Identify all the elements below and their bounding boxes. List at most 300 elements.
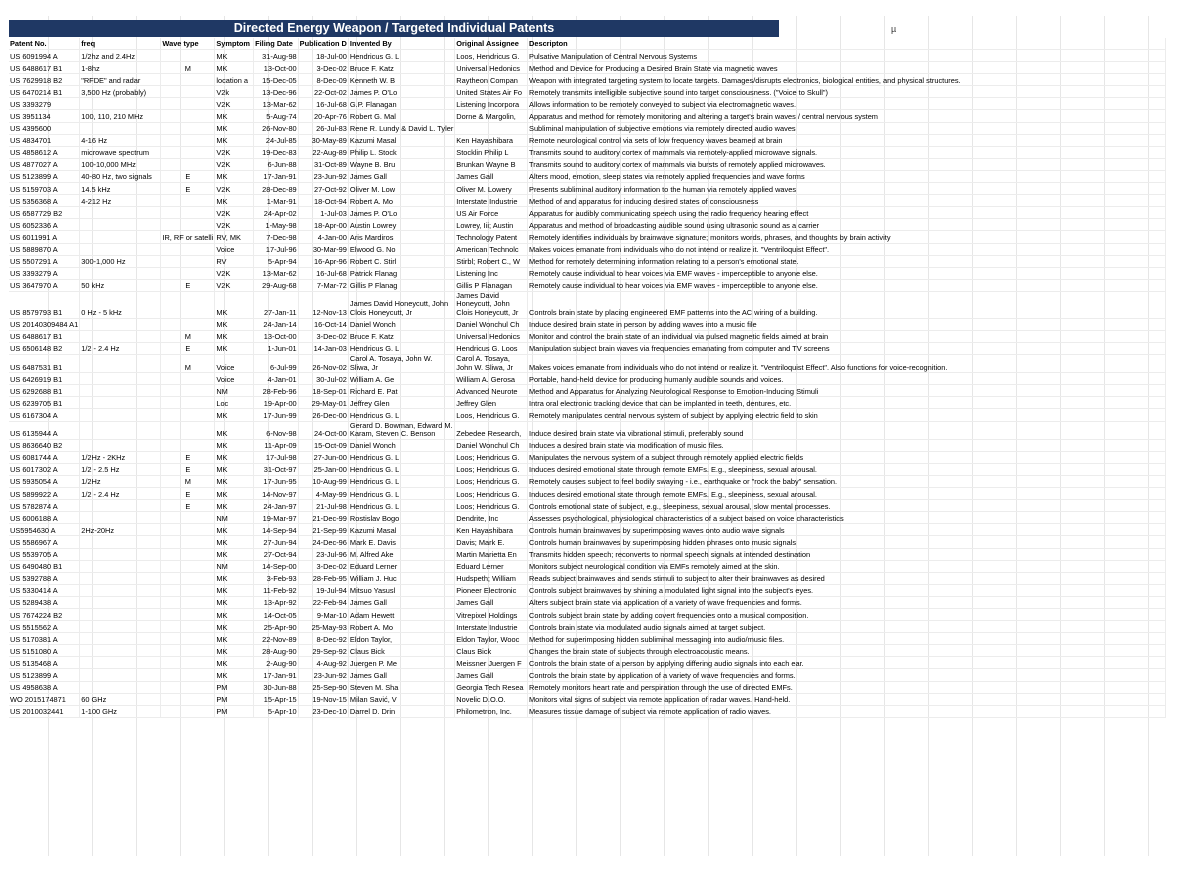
filing-date-cell[interactable]: 27-Oct-94 (254, 548, 299, 560)
inventor-cell[interactable]: Juergen P. Me (348, 657, 454, 669)
patent-no-cell[interactable]: US 5289438 A (9, 596, 80, 608)
publication-date-cell[interactable]: 1-Jul-03 (298, 207, 348, 219)
patent-no-cell[interactable]: US 3647970 A (9, 279, 80, 291)
patent-no-cell[interactable]: US 6470214 B1 (9, 86, 80, 98)
patent-no-cell[interactable]: US 5539705 A (9, 548, 80, 560)
assignee-cell[interactable]: Daniel Wonchul Ch (455, 318, 528, 330)
patent-no-cell[interactable]: US 5123899 A (9, 669, 80, 681)
inventor-cell[interactable]: James Gall (348, 170, 454, 182)
publication-date-cell[interactable]: 25-Sep-90 (298, 681, 348, 693)
publication-date-cell[interactable]: 8-Dec-92 (298, 633, 348, 645)
publication-date-cell[interactable]: 19-Nov-15 (298, 693, 348, 705)
description-cell[interactable]: Controls the brain state of a person by applying differing audio signals into each ear. (528, 657, 1166, 669)
freq-cell[interactable] (80, 397, 161, 409)
wave-type-cell[interactable] (161, 645, 215, 657)
assignee-cell[interactable]: Stirbl; Robert C., W (455, 255, 528, 267)
assignee-cell[interactable]: James Gall (455, 596, 528, 608)
wave-type-cell[interactable]: M (161, 354, 215, 372)
publication-date-cell[interactable]: 23-Jun-92 (298, 170, 348, 182)
symptom-cell[interactable]: V2K (215, 183, 254, 195)
freq-cell[interactable]: 4-212 Hz (80, 195, 161, 207)
description-cell[interactable]: Subliminal manipulation of subjective emotions via remotely directed audio waves (528, 122, 1166, 134)
symptom-cell[interactable]: MK (215, 122, 254, 134)
filing-date-cell[interactable]: 15-Apr-15 (254, 693, 299, 705)
symptom-cell[interactable]: NM (215, 560, 254, 572)
symptom-cell[interactable]: V2K (215, 219, 254, 231)
symptom-cell[interactable]: MK (215, 62, 254, 74)
publication-date-cell[interactable]: 20-Apr-76 (298, 110, 348, 122)
filing-date-cell[interactable]: 19-Dec-83 (254, 146, 299, 158)
freq-cell[interactable] (80, 681, 161, 693)
freq-cell[interactable]: 2Hz-20Hz (80, 524, 161, 536)
filing-date-cell[interactable]: 3-Feb-93 (254, 572, 299, 584)
col-header-inventor[interactable]: Invented By (348, 38, 454, 50)
filing-date-cell[interactable]: 27-Jun-94 (254, 536, 299, 548)
inventor-cell[interactable]: Patrick Flanag (348, 267, 454, 279)
publication-date-cell[interactable]: 16-Apr-96 (298, 255, 348, 267)
publication-date-cell[interactable]: 18-Jul-00 (298, 50, 348, 62)
wave-type-cell[interactable]: M (161, 475, 215, 487)
patent-no-cell[interactable]: US 6006188 A (9, 512, 80, 524)
col-header-assignee[interactable]: Original Assignee (455, 38, 528, 50)
inventor-cell[interactable]: Oliver M. Low (348, 183, 454, 195)
inventor-cell[interactable]: Kazumi Masal (348, 134, 454, 146)
description-cell[interactable]: Monitors vital signs of subject via remote application of radar waves. Hand-held. (528, 693, 1166, 705)
assignee-cell[interactable]: Davis; Mark E. (455, 536, 528, 548)
filing-date-cell[interactable]: 17-Jan-91 (254, 170, 299, 182)
publication-date-cell[interactable]: 29-Sep-92 (298, 645, 348, 657)
patent-no-cell[interactable]: US 6487531 B1 (9, 354, 80, 372)
inventor-cell[interactable]: Bruce F. Katz (348, 62, 454, 74)
wave-type-cell[interactable] (161, 219, 215, 231)
inventor-cell[interactable]: Mark E. Davis (348, 536, 454, 548)
symptom-cell[interactable]: MK (215, 536, 254, 548)
wave-type-cell[interactable] (161, 158, 215, 170)
wave-type-cell[interactable] (161, 373, 215, 385)
patent-no-cell[interactable]: US 5330414 A (9, 584, 80, 596)
description-cell[interactable]: Intra oral electronic tracking device that can be implanted in teeth, dentures, etc. (528, 397, 1166, 409)
inventor-cell[interactable]: William J. Huc (348, 572, 454, 584)
wave-type-cell[interactable] (161, 267, 215, 279)
patent-no-cell[interactable]: US 6091994 A (9, 50, 80, 62)
wave-type-cell[interactable] (161, 669, 215, 681)
wave-type-cell[interactable]: E (161, 500, 215, 512)
symptom-cell[interactable]: MK (215, 488, 254, 500)
patent-no-cell[interactable]: US 6167304 A (9, 409, 80, 421)
assignee-cell[interactable]: Loos; Hendricus G. (455, 488, 528, 500)
wave-type-cell[interactable] (161, 681, 215, 693)
publication-date-cell[interactable]: 22-Aug-89 (298, 146, 348, 158)
filing-date-cell[interactable]: 15-Dec-05 (254, 74, 299, 86)
patent-no-cell[interactable]: US 6081744 A (9, 451, 80, 463)
freq-cell[interactable]: 1/2 - 2.4 Hz (80, 488, 161, 500)
wave-type-cell[interactable]: E (161, 279, 215, 291)
symptom-cell[interactable]: MK (215, 609, 254, 621)
inventor-cell[interactable]: James P. O'Lo (348, 207, 454, 219)
wave-type-cell[interactable] (161, 409, 215, 421)
publication-date-cell[interactable]: 26-Nov-02 (298, 354, 348, 372)
assignee-cell[interactable]: Hendricus G. Loos (455, 342, 528, 354)
patent-no-cell[interactable]: US 5889870 A (9, 243, 80, 255)
assignee-cell[interactable]: Loos; Hendricus G. (455, 463, 528, 475)
description-cell[interactable]: Induces a desired brain state via modification of music files. (528, 439, 1166, 451)
patent-no-cell[interactable]: US 4958638 A (9, 681, 80, 693)
assignee-cell[interactable]: Interstate Industrie (455, 621, 528, 633)
inventor-cell[interactable]: Hendricus G. L (348, 50, 454, 62)
patent-no-cell[interactable]: US 4877027 A (9, 158, 80, 170)
symptom-cell[interactable]: MK (215, 291, 254, 318)
filing-date-cell[interactable]: 7-Dec-98 (254, 231, 299, 243)
patent-no-cell[interactable]: US 4834701 (9, 134, 80, 146)
wave-type-cell[interactable]: E (161, 451, 215, 463)
inventor-cell[interactable]: Hendricus G. L (348, 463, 454, 475)
description-cell[interactable]: Makes voices emanate from individuals who do not intend or realize it. "Ventriloquist Effect". (528, 243, 1166, 255)
publication-date-cell[interactable]: 27-Oct-92 (298, 183, 348, 195)
wave-type-cell[interactable]: E (161, 183, 215, 195)
inventor-cell[interactable]: Carol A. Tosaya, John W. Sliwa, Jr (348, 354, 454, 372)
freq-cell[interactable] (80, 500, 161, 512)
description-cell[interactable]: Apparatus for audibly communicating speech using the radio frequency hearing effect (528, 207, 1166, 219)
freq-cell[interactable] (80, 609, 161, 621)
description-cell[interactable]: Method for superimposing hidden subliminal messaging into audio/music files. (528, 633, 1166, 645)
symptom-cell[interactable]: PM (215, 681, 254, 693)
publication-date-cell[interactable]: 16-Jul-68 (298, 267, 348, 279)
freq-cell[interactable] (80, 373, 161, 385)
inventor-cell[interactable]: Philip L. Stock (348, 146, 454, 158)
freq-cell[interactable] (80, 669, 161, 681)
symptom-cell[interactable]: PM (215, 705, 254, 717)
filing-date-cell[interactable]: 28-Dec-89 (254, 183, 299, 195)
assignee-cell[interactable]: Dendrite, Inc (455, 512, 528, 524)
freq-cell[interactable]: 100-10,000 MHz (80, 158, 161, 170)
filing-date-cell[interactable]: 11-Apr-09 (254, 439, 299, 451)
publication-date-cell[interactable]: 9-Mar-10 (298, 609, 348, 621)
wave-type-cell[interactable] (161, 657, 215, 669)
assignee-cell[interactable]: James Gall (455, 669, 528, 681)
assignee-cell[interactable]: Dorne & Margolin, (455, 110, 528, 122)
wave-type-cell[interactable] (161, 122, 215, 134)
wave-type-cell[interactable] (161, 195, 215, 207)
filing-date-cell[interactable]: 17-Jun-99 (254, 409, 299, 421)
description-cell[interactable]: Controls human brainwaves by superimposing hidden phrases onto music signals (528, 536, 1166, 548)
patent-no-cell[interactable]: US 6490480 B1 (9, 560, 80, 572)
symptom-cell[interactable]: MK (215, 318, 254, 330)
symptom-cell[interactable]: MK (215, 500, 254, 512)
wave-type-cell[interactable]: M (161, 62, 215, 74)
assignee-cell[interactable]: Philometron, Inc. (455, 705, 528, 717)
filing-date-cell[interactable]: 14-Sep-94 (254, 524, 299, 536)
description-cell[interactable]: Alters mood, emotion, sleep states via remotely applied frequencies and wave forms (528, 170, 1166, 182)
description-cell[interactable]: Induces desired emotional state through remote EMFs. E.g., sleepiness, sexual arousal. (528, 488, 1166, 500)
filing-date-cell[interactable]: 17-Jul-98 (254, 451, 299, 463)
description-cell[interactable]: Remotely causes subject to feel bodily swaying - i.e., earthquake or "rock the baby" sensation. (528, 475, 1166, 487)
assignee-cell[interactable]: Georgia Tech Resea (455, 681, 528, 693)
patent-no-cell[interactable]: US 6292688 B1 (9, 385, 80, 397)
freq-cell[interactable] (80, 621, 161, 633)
description-cell[interactable]: Controls the brain state by application of a variety of wave frequencies and forms. (528, 669, 1166, 681)
wave-type-cell[interactable] (161, 110, 215, 122)
description-cell[interactable]: Assesses psychological, physiological characteristics of a subject based on voice characteristics (528, 512, 1166, 524)
patent-no-cell[interactable]: US 5586967 A (9, 536, 80, 548)
symptom-cell[interactable]: MK (215, 195, 254, 207)
filing-date-cell[interactable]: 13-Mar-62 (254, 98, 299, 110)
assignee-cell[interactable]: Carol A. Tosaya, John W. Sliwa, Jr (455, 354, 528, 372)
description-cell[interactable]: Remotely cause individual to hear voices via EMF waves - imperceptible to anyone else. (528, 279, 1166, 291)
freq-cell[interactable]: 1/2 - 2.4 Hz (80, 342, 161, 354)
publication-date-cell[interactable]: 4-Aug-92 (298, 657, 348, 669)
symptom-cell[interactable]: MK (215, 475, 254, 487)
inventor-cell[interactable]: Adam Hewett (348, 609, 454, 621)
freq-cell[interactable] (80, 330, 161, 342)
inventor-cell[interactable]: Eldon Taylor, (348, 633, 454, 645)
publication-date-cell[interactable]: 12-Nov-13 (298, 291, 348, 318)
inventor-cell[interactable]: James David Honeycutt, John Clois Honeycutt, Jr (348, 291, 454, 318)
symptom-cell[interactable]: RV (215, 255, 254, 267)
freq-cell[interactable]: 0 Hz - 5 kHz (80, 291, 161, 318)
freq-cell[interactable]: 1-8hz (80, 62, 161, 74)
freq-cell[interactable]: 1/2Hz (80, 475, 161, 487)
patent-no-cell[interactable]: US 5159703 A (9, 183, 80, 195)
description-cell[interactable]: Alters subject brain state via application of a variety of wave frequencies and forms. (528, 596, 1166, 608)
patent-no-cell[interactable]: US 20140309484 A1 (10, 320, 79, 330)
wave-type-cell[interactable]: IR, RF or satelli (162, 232, 214, 242)
patent-no-cell[interactable]: US 3393279 A (9, 267, 80, 279)
description-cell[interactable]: Controls subject brain state by adding covert frequencies onto a musical composition. (528, 609, 1166, 621)
inventor-cell[interactable]: Robert A. Mo (348, 195, 454, 207)
filing-date-cell[interactable]: 29-Aug-68 (254, 279, 299, 291)
publication-date-cell[interactable]: 26-Dec-00 (298, 409, 348, 421)
col-header-wave-type[interactable]: Wave type (161, 38, 215, 50)
symptom-cell[interactable]: MK (215, 572, 254, 584)
assignee-cell[interactable] (455, 122, 528, 134)
wave-type-cell[interactable]: E (161, 170, 215, 182)
filing-date-cell[interactable]: 6-Jul-99 (254, 354, 299, 372)
description-cell[interactable]: Apparatus and method for remotely monitoring and altering a target's brain waves / central nervous system (528, 110, 1166, 122)
filing-date-cell[interactable]: 30-Jun-88 (254, 681, 299, 693)
freq-cell[interactable]: 300-1,000 Hz (80, 255, 161, 267)
assignee-cell[interactable]: Zebedee Research, (455, 421, 528, 439)
inventor-cell[interactable]: Daniel Wonch (348, 439, 454, 451)
col-header-description[interactable]: Descripton (528, 38, 1166, 50)
inventor-cell[interactable]: James Gall (348, 596, 454, 608)
freq-cell[interactable] (80, 207, 161, 219)
freq-cell[interactable]: 3,500 Hz (probably) (80, 86, 161, 98)
description-cell[interactable]: Controls brain state via modulated audio signals aimed at target subject. (528, 621, 1166, 633)
symptom-cell[interactable]: MK (215, 463, 254, 475)
inventor-cell[interactable]: Robert C. Stirl (348, 255, 454, 267)
freq-cell[interactable] (80, 512, 161, 524)
patent-no-cell[interactable]: US 5123899 A (9, 170, 80, 182)
filing-date-cell[interactable]: 13-Oct-00 (254, 330, 299, 342)
description-cell[interactable]: Remotely cause individual to hear voices via EMF waves - imperceptible to anyone else. (528, 267, 1166, 279)
description-cell[interactable]: Induce desired brain state in person by adding waves into a music file (528, 318, 1166, 330)
freq-cell[interactable]: 100, 110, 210 MHz (80, 110, 161, 122)
patent-no-cell[interactable]: US 5356368 A (9, 195, 80, 207)
publication-date-cell[interactable]: 25-May-93 (298, 621, 348, 633)
freq-cell[interactable] (80, 409, 161, 421)
filing-date-cell[interactable]: 14-Oct-05 (254, 609, 299, 621)
symptom-cell[interactable]: MK (215, 110, 254, 122)
filing-date-cell[interactable]: 13-Apr-92 (254, 596, 299, 608)
inventor-cell[interactable]: Robert G. Mal (348, 110, 454, 122)
publication-date-cell[interactable]: 28-Feb-95 (298, 572, 348, 584)
description-cell[interactable]: Manipulation subject brain waves via frequencies emanating from computer and TV screens (528, 342, 1166, 354)
freq-cell[interactable] (80, 560, 161, 572)
wave-type-cell[interactable]: E (161, 342, 215, 354)
description-cell[interactable]: Method and Device for Producing a Desired Brain State via magnetic waves (528, 62, 1166, 74)
filing-date-cell[interactable]: 4-Jan-01 (254, 373, 299, 385)
patent-no-cell[interactable]: US 3951134 (9, 110, 80, 122)
patent-no-cell[interactable]: US 8579793 B1 (9, 291, 80, 318)
wave-type-cell[interactable] (161, 318, 215, 330)
description-cell[interactable]: Remotely monitors heart rate and perspiration through the use of directed EMFs. (528, 681, 1166, 693)
freq-cell[interactable]: 4-16 Hz (80, 134, 161, 146)
symptom-cell[interactable]: V2K (215, 98, 254, 110)
wave-type-cell[interactable] (161, 621, 215, 633)
symptom-cell[interactable]: MK (215, 633, 254, 645)
inventor-cell[interactable]: Gillis P Flanag (348, 279, 454, 291)
assignee-cell[interactable]: Interstate Industrie (455, 195, 528, 207)
wave-type-cell[interactable] (161, 524, 215, 536)
symptom-cell[interactable]: MK (215, 524, 254, 536)
symptom-cell[interactable]: MK (215, 584, 254, 596)
freq-cell[interactable]: 40-80 Hz, two signals (80, 170, 161, 182)
inventor-cell[interactable]: Steven M. Sha (348, 681, 454, 693)
freq-cell[interactable] (80, 645, 161, 657)
description-cell[interactable]: Induces desired emotional state through remote EMFs. E.g., sleepiness, sexual arousal. (528, 463, 1166, 475)
description-cell[interactable]: Reads subject brainwaves and sends stimuli to subject to alter their brainwaves as desired (528, 572, 1166, 584)
patent-no-cell[interactable]: US 4858612 A (9, 146, 80, 158)
description-cell[interactable]: Remote neurological control via sets of low frequency waves beamed at brain (528, 134, 1166, 146)
freq-cell[interactable]: 50 kHz (80, 279, 161, 291)
patent-no-cell[interactable]: US 7629918 B2 (9, 74, 80, 86)
patent-no-cell[interactable]: US 6011991 A (9, 231, 80, 243)
symptom-cell[interactable]: MK (215, 645, 254, 657)
symptom-cell[interactable]: V2k (215, 86, 254, 98)
inventor-cell[interactable]: James P. O'Lo (348, 86, 454, 98)
symptom-cell[interactable]: MK (215, 548, 254, 560)
freq-cell[interactable] (80, 231, 161, 243)
patent-no-cell[interactable]: WO 2015174871 (9, 693, 80, 705)
assignee-cell[interactable]: Daniel Wonchul Ch (455, 439, 528, 451)
assignee-cell[interactable]: Listening Incorpora (455, 98, 528, 110)
patent-no-cell[interactable]: US5954630 A (9, 524, 80, 536)
publication-date-cell[interactable]: 27-Jun-00 (298, 451, 348, 463)
filing-date-cell[interactable]: 5-Aug-74 (254, 110, 299, 122)
patent-no-cell[interactable]: US 5899922 A (9, 488, 80, 500)
description-cell[interactable]: Portable, hand-held device for producing humanly audible sounds and voices. (528, 373, 1166, 385)
inventor-cell[interactable]: Hendricus G. L (348, 409, 454, 421)
col-header-publication-date[interactable]: Publication D (299, 39, 347, 49)
assignee-cell[interactable]: Eduard Lerner (455, 560, 528, 572)
wave-type-cell[interactable]: M (161, 330, 215, 342)
symptom-cell[interactable]: MK (215, 134, 254, 146)
symptom-cell[interactable]: MK (215, 657, 254, 669)
publication-date-cell[interactable]: 23-Dec-10 (298, 705, 348, 717)
assignee-cell[interactable]: Loos; Hendricus G. (455, 500, 528, 512)
wave-type-cell[interactable] (161, 397, 215, 409)
freq-cell[interactable] (80, 267, 161, 279)
inventor-cell[interactable]: William A. Ge (348, 373, 454, 385)
symptom-cell[interactable]: MK (215, 669, 254, 681)
freq-cell[interactable] (80, 122, 161, 134)
symptom-cell[interactable]: location a (215, 74, 254, 86)
symptom-cell[interactable]: MK (215, 439, 254, 451)
patent-no-cell[interactable]: US 6488617 B1 (9, 62, 80, 74)
symptom-cell[interactable]: MK (215, 170, 254, 182)
inventor-cell[interactable]: Gerard D. Bowman, Edward M. Karam, Steven C. Benson (348, 421, 454, 439)
freq-cell[interactable] (80, 385, 161, 397)
assignee-cell[interactable]: Jeffrey Glen (455, 397, 528, 409)
publication-date-cell[interactable]: 18-Apr-00 (298, 219, 348, 231)
filing-date-cell[interactable]: 5-Apr-10 (254, 705, 299, 717)
freq-cell[interactable]: 1/2hz and 2.4Hz (80, 50, 161, 62)
patent-no-cell[interactable]: US 3393279 (9, 98, 80, 110)
assignee-cell[interactable]: Pioneer Electronic (455, 584, 528, 596)
freq-cell[interactable] (80, 219, 161, 231)
inventor-cell[interactable]: James Gall (348, 669, 454, 681)
filing-date-cell[interactable]: 13-Mar-62 (254, 267, 299, 279)
inventor-cell[interactable]: Elwood G. No (348, 243, 454, 255)
filing-date-cell[interactable]: 24-Jan-97 (254, 500, 299, 512)
description-cell[interactable]: Method and Apparatus for Analyzing Neurological Response to Emotion-Inducing Stimuli (528, 385, 1166, 397)
freq-cell[interactable] (80, 354, 161, 372)
publication-date-cell[interactable]: 15-Oct-09 (298, 439, 348, 451)
assignee-cell[interactable]: Oliver M. Lowery (455, 183, 528, 195)
publication-date-cell[interactable]: 21-Jul-98 (298, 500, 348, 512)
patent-no-cell[interactable]: US 6506148 B2 (9, 342, 80, 354)
assignee-cell[interactable]: Novelic D.O.O. (455, 693, 528, 705)
wave-type-cell[interactable] (161, 243, 215, 255)
freq-cell[interactable]: microwave spectrum (80, 146, 161, 158)
description-cell[interactable]: Controls subject brainwaves by shining a modulated light signal into the subject's eyes. (528, 584, 1166, 596)
assignee-cell[interactable]: Hudspeth; William (455, 572, 528, 584)
description-cell[interactable]: Changes the brain state of subjects through electroacoustic means. (528, 645, 1166, 657)
filing-date-cell[interactable]: 17-Jan-91 (254, 669, 299, 681)
assignee-cell[interactable]: Stocklin Philip L (455, 146, 528, 158)
patent-no-cell[interactable]: US 5515562 A (9, 621, 80, 633)
freq-cell[interactable]: 1/2Hz - 2KHz (80, 451, 161, 463)
filing-date-cell[interactable]: 1-May-98 (254, 219, 299, 231)
assignee-cell[interactable]: Advanced Neurote (455, 385, 528, 397)
symptom-cell[interactable]: MK (215, 621, 254, 633)
patent-no-cell[interactable]: US 5170381 A (9, 633, 80, 645)
filing-date-cell[interactable]: 31-Aug-98 (254, 50, 299, 62)
patent-no-cell[interactable]: US 6587729 B2 (9, 207, 80, 219)
wave-type-cell[interactable] (161, 439, 215, 451)
wave-type-cell[interactable]: E (161, 463, 215, 475)
publication-date-cell[interactable]: 25-Jan-00 (298, 463, 348, 475)
inventor-cell[interactable]: Hendricus G. L (348, 342, 454, 354)
publication-date-cell[interactable]: 4-May-99 (298, 488, 348, 500)
publication-date-cell[interactable]: 22-Feb-94 (298, 596, 348, 608)
description-cell[interactable]: Weapon with integrated targeting system to locate targets. Damages/disrupts electronics, biological entities, and physical structures. (528, 74, 1166, 86)
filing-date-cell[interactable]: 19-Apr-00 (254, 397, 299, 409)
wave-type-cell[interactable] (161, 633, 215, 645)
col-header-freq[interactable]: freq (80, 38, 161, 50)
description-cell[interactable]: Transmits hidden speech; reconverts to normal speech signals at intended destination (528, 548, 1166, 560)
publication-date-cell[interactable]: 3-Dec-02 (298, 62, 348, 74)
wave-type-cell[interactable] (161, 98, 215, 110)
inventor-cell[interactable]: Mitsuo Yasusl (348, 584, 454, 596)
wave-type-cell[interactable] (161, 146, 215, 158)
assignee-cell[interactable]: Technology Patent (455, 231, 528, 243)
publication-date-cell[interactable]: 24-Dec-96 (298, 536, 348, 548)
symptom-cell[interactable]: MK (215, 342, 254, 354)
wave-type-cell[interactable] (161, 548, 215, 560)
assignee-cell[interactable]: James Gall (455, 170, 528, 182)
description-cell[interactable]: Manipulates the nervous system of a subject through remotely applied electric fields (528, 451, 1166, 463)
